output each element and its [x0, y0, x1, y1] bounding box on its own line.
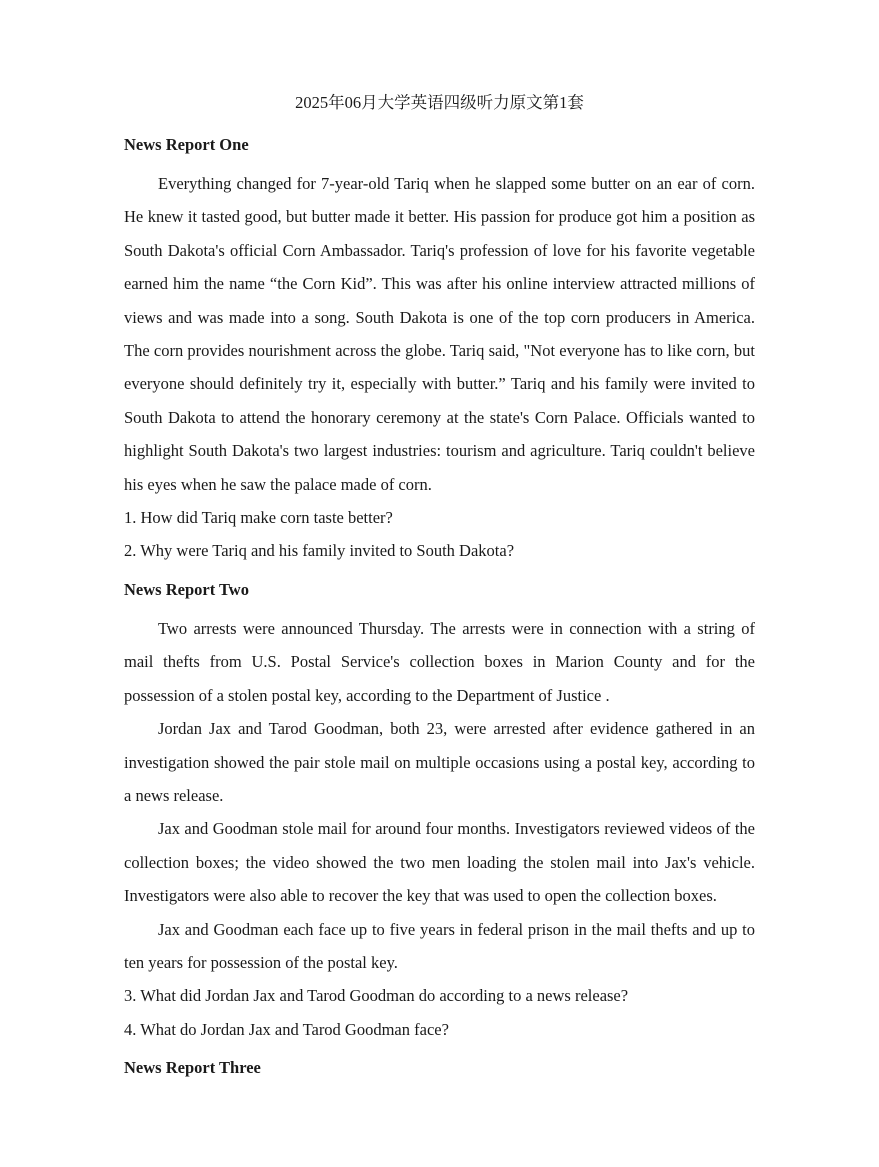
section-heading-one: News Report One	[124, 135, 249, 154]
paragraph: Jax and Goodman stole mail for around four months. Investigators reviewed videos of the collection boxes; the video showed the two men loading the stolen mail into Jax's vehicle. Investigators were also able to recover the key that was used to open the collection boxes.	[124, 819, 755, 906]
question-1: 1. How did Tariq make corn taste better?	[124, 508, 393, 528]
question-2: 2. Why were Tariq and his family invited to South Dakota?	[124, 541, 515, 561]
paragraph: Everything changed for 7-year-old Tariq when he slapped some butter on an ear of corn. He knew it tasted good, but butter made it better. His passion for produce got him a position as South Dakota's official Corn Ambassador. Tariq's profession of love for his favorite vegetable earned him the name “the Corn Kid”. This was after his online interview attracted millions of views and was made into a song. South Dakota is one of the top corn producers in America. The corn provides nourishment across the globe. Tariq said, "Not everyone has to like corn, but everyone should definitely try it, especially with butter.” Tariq and his family were invited to South Dakota to attend the honorary ceremony at the state's Corn Palace. Officials wanted to highlight South Dakota's two largest industries: tourism and agriculture. Tariq couldn't believe his eyes when he saw the palace made of corn.	[124, 174, 755, 494]
section-heading-three: News Report Three	[124, 1058, 261, 1078]
paragraph: Two arrests were announced Thursday. The arrests were in connection with a string of mail thefts from U.S. Postal Service's collection boxes in Marion County and for the possession of a stolen postal key, according to the Department of Justice .	[124, 618, 755, 705]
paragraph: Jax and Goodman each face up to five years in federal prison in the mail thefts and up to ten years for possession of the postal key.	[124, 919, 755, 972]
document-page	[124, 88, 755, 1083]
news-report-two	[124, 575, 755, 1046]
news-report-three	[124, 1053, 755, 1083]
question-4: 4. What do Jordan Jax and Tarod Goodman face?	[124, 1019, 449, 1039]
news-report-one	[124, 130, 755, 568]
section-heading-two: News Report Two	[124, 579, 249, 599]
document-title: 2025年06月大学英语四级听力原文第1套	[295, 93, 584, 112]
paragraph: Jordan Jax and Tarod Goodman, both 23, were arrested after evidence gathered in an investigation showed the pair stole mail on multiple occasions using a postal key, according to a news release.	[124, 719, 755, 805]
question-3: 3. What did Jordan Jax and Tarod Goodman do according to a news release?	[124, 986, 629, 1006]
